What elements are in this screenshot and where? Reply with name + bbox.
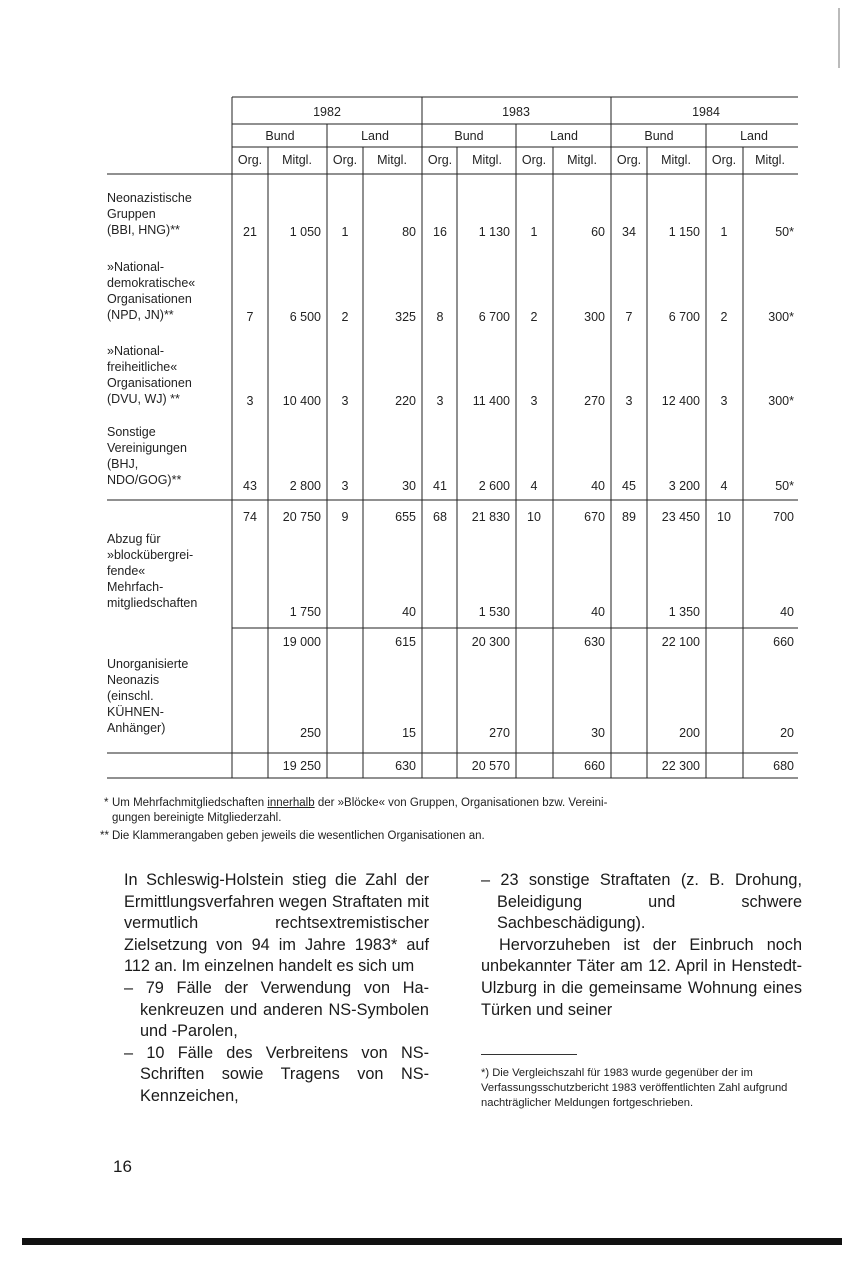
table-cell: 1 750 bbox=[289, 605, 321, 619]
table-cell: 1 150 bbox=[668, 225, 700, 239]
table-cell: 270 bbox=[489, 726, 510, 740]
table-cell: 3 bbox=[246, 394, 254, 408]
table-cell: 7 bbox=[625, 310, 633, 324]
table-cell: 21 830 bbox=[471, 510, 510, 524]
table-cell: 200 bbox=[679, 726, 700, 740]
table-cell: 9 bbox=[341, 510, 349, 524]
scan-bottom-bar bbox=[22, 1238, 842, 1245]
table-cell: 1 bbox=[530, 225, 538, 239]
table-cell: 43 bbox=[243, 479, 257, 493]
table-cell: 6 700 bbox=[478, 310, 510, 324]
left-column bbox=[124, 870, 429, 1108]
table-cell: 4 bbox=[720, 479, 728, 493]
subheader-org: Org. bbox=[521, 153, 547, 167]
table-cell: 2 600 bbox=[478, 479, 510, 493]
group-header-bund: Bund bbox=[644, 129, 674, 143]
table-cell: 8 bbox=[436, 310, 444, 324]
table-cell: 2 800 bbox=[289, 479, 321, 493]
subheader-mitgl: Mitgl. bbox=[661, 153, 691, 167]
table-cell: 3 bbox=[720, 394, 728, 408]
subheader-org: Org. bbox=[427, 153, 453, 167]
table-cell: 3 200 bbox=[668, 479, 700, 493]
table-cell: 270 bbox=[584, 394, 605, 408]
table-cell: 220 bbox=[395, 394, 416, 408]
table-cell: 20 bbox=[780, 726, 794, 740]
table-cell: 22 100 bbox=[661, 635, 700, 649]
table-cell: 3 bbox=[341, 479, 349, 493]
row-label: Abzug für »blockübergrei- fende« Mehrfach- mitgliedschaften bbox=[107, 532, 198, 610]
table-cell: 15 bbox=[402, 726, 416, 740]
group-header-bund: Bund bbox=[454, 129, 484, 143]
group-header-land: Land bbox=[550, 129, 578, 143]
year-header: 1984 bbox=[692, 105, 720, 119]
note-text: Um Mehrfachmitgliedschaften bbox=[112, 797, 268, 809]
page-number: 16 bbox=[113, 1157, 132, 1176]
right-column bbox=[481, 870, 802, 1021]
table-cell: 670 bbox=[584, 510, 605, 524]
note-marker: * bbox=[104, 797, 109, 809]
list-item: – 79 Fälle der Verwendung von Hakenkreuzen und anderen NS-Symbolen und -Parolen, bbox=[124, 978, 429, 1041]
table-cell: 89 bbox=[622, 510, 636, 524]
table-cell: 12 400 bbox=[661, 394, 700, 408]
subheader-org: Org. bbox=[332, 153, 358, 167]
table-cell: 1 bbox=[341, 225, 349, 239]
table-cell: 30 bbox=[402, 479, 416, 493]
table-cell: 45 bbox=[622, 479, 636, 493]
subheader-org: Org. bbox=[711, 153, 737, 167]
table-cell: 40 bbox=[402, 605, 416, 619]
list-item: – 23 sonstige Straftaten (z. B. Drohung, Beleidigung und schwere Sachbeschädigung). bbox=[481, 871, 802, 933]
table-cell: 2 bbox=[341, 310, 349, 324]
row-label: »National- demokratische« Organisationen (NPD, JN)** bbox=[107, 260, 196, 322]
note-text: gungen bereinigte Mitgliederzahl. bbox=[112, 812, 282, 824]
table-cell: 41 bbox=[433, 479, 447, 493]
table-cell: 630 bbox=[584, 635, 605, 649]
table-cell: 4 bbox=[530, 479, 538, 493]
subheader-mitgl: Mitgl. bbox=[472, 153, 502, 167]
table-cell: 660 bbox=[584, 759, 605, 773]
table-cell: 655 bbox=[395, 510, 416, 524]
table-cell: 615 bbox=[395, 635, 416, 649]
table-cell: 3 bbox=[530, 394, 538, 408]
table-cell: 34 bbox=[622, 225, 636, 239]
table-cell: 6 500 bbox=[289, 310, 321, 324]
paragraph: Hervorzuheben ist der Einbruch noch unbekannter Täter am 12. April in Henstedt-Ulzburg in die gemeinsame Wohnung eines Türken und seiner bbox=[481, 935, 802, 1019]
note-text: der »Blöcke« von Gruppen, Organisationen bzw. Vereini- bbox=[314, 797, 608, 809]
table-cell: 11 400 bbox=[472, 394, 510, 408]
table-cell: 16 bbox=[433, 225, 447, 239]
subheader-mitgl: Mitgl. bbox=[755, 153, 785, 167]
group-header-land: Land bbox=[361, 129, 389, 143]
table-cell: 325 bbox=[395, 310, 416, 324]
note-marker: ** bbox=[100, 830, 109, 842]
table-cell: 630 bbox=[395, 759, 416, 773]
table-cell: 40 bbox=[780, 605, 794, 619]
table-cell: 2 bbox=[530, 310, 538, 324]
table-cell: 660 bbox=[773, 635, 794, 649]
table-cell: 22 300 bbox=[661, 759, 700, 773]
footnote-rule bbox=[481, 1054, 577, 1055]
table-cell: 6 700 bbox=[668, 310, 700, 324]
table-cell: 21 bbox=[243, 225, 257, 239]
table-cell: 19 250 bbox=[282, 759, 321, 773]
subheader-org: Org. bbox=[237, 153, 263, 167]
table-cell: 80 bbox=[402, 225, 416, 239]
table-cell: 680 bbox=[773, 759, 794, 773]
year-header: 1983 bbox=[502, 105, 530, 119]
table-cell: 10 bbox=[717, 510, 731, 524]
table-cell: 1 130 bbox=[478, 225, 510, 239]
table-cell: 300* bbox=[768, 310, 794, 324]
list-item: – 10 Fälle des Verbreitens von NS-Schriften sowie Tragens von NS-Kennzeichen, bbox=[124, 1043, 429, 1105]
table-cell: 300* bbox=[768, 394, 794, 408]
row-label: Sonstige Vereinigungen (BHJ, NDO/GOG)** bbox=[107, 425, 187, 487]
table-cell: 10 400 bbox=[282, 394, 321, 408]
table-cell: 700 bbox=[773, 510, 794, 524]
table-cell: 250 bbox=[300, 726, 321, 740]
subheader-mitgl: Mitgl. bbox=[567, 153, 597, 167]
paragraph: In Schleswig-Holstein stieg die Zahl der Ermittlungsverfahren wegen Straftaten mit vermutlich rechtsextremistischer Zielsetzung von 94 im Jahre 1983* auf 112 an. Im einzelnen handelt es sich um bbox=[124, 871, 429, 976]
table-note-2 bbox=[100, 829, 802, 844]
subheader-org: Org. bbox=[616, 153, 642, 167]
table-cell: 74 bbox=[243, 510, 257, 524]
table-cell: 300 bbox=[584, 310, 605, 324]
table-cell: 40 bbox=[591, 479, 605, 493]
table-cell: 2 bbox=[720, 310, 728, 324]
table-cell: 20 300 bbox=[471, 635, 510, 649]
row-label: »National- freiheitliche« Organisationen (DVU, WJ) ** bbox=[107, 344, 192, 406]
table-cell: 1 530 bbox=[478, 605, 510, 619]
table-cell: 23 450 bbox=[661, 510, 700, 524]
group-header-bund: Bund bbox=[265, 129, 295, 143]
table-cell: 3 bbox=[625, 394, 633, 408]
table-cell: 19 000 bbox=[282, 635, 321, 649]
table-cell: 3 bbox=[341, 394, 349, 408]
table-cell: 60 bbox=[591, 225, 605, 239]
table-cell: 50* bbox=[775, 479, 794, 493]
subheader-mitgl: Mitgl. bbox=[282, 153, 312, 167]
table-cell: 50* bbox=[775, 225, 794, 239]
table-cell: 3 bbox=[436, 394, 444, 408]
footnote: *) Die Vergleichszahl für 1983 wurde gegenüber der im Verfassungsschutzbericht 1983 veröffentlichten Zahl aufgrund nachträglicher Meldungen fortgeschrieben. bbox=[481, 1067, 788, 1109]
table-cell: 1 050 bbox=[289, 225, 321, 239]
row-label: Unorganisierte Neonazis (einschl. KÜHNEN- Anhänger) bbox=[107, 657, 189, 735]
table-cell: 1 bbox=[720, 225, 728, 239]
subheader-mitgl: Mitgl. bbox=[377, 153, 407, 167]
table-cell: 40 bbox=[591, 605, 605, 619]
year-header: 1982 bbox=[313, 105, 341, 119]
table-note-1 bbox=[104, 796, 802, 826]
group-header-land: Land bbox=[740, 129, 768, 143]
note-underlined: innerhalb bbox=[267, 797, 315, 809]
table-cell: 20 570 bbox=[471, 759, 510, 773]
table-cell: 20 750 bbox=[282, 510, 321, 524]
table-cell: 30 bbox=[591, 726, 605, 740]
table-cell: 68 bbox=[433, 510, 447, 524]
table-cell: 7 bbox=[246, 310, 254, 324]
table-cell: 10 bbox=[527, 510, 541, 524]
note-text: Die Klammerangaben geben jeweils die wesentlichen Organisationen an. bbox=[112, 830, 485, 842]
row-label: Neonazistische Gruppen (BBI, HNG)** bbox=[107, 191, 192, 237]
table-cell: 1 350 bbox=[668, 605, 700, 619]
